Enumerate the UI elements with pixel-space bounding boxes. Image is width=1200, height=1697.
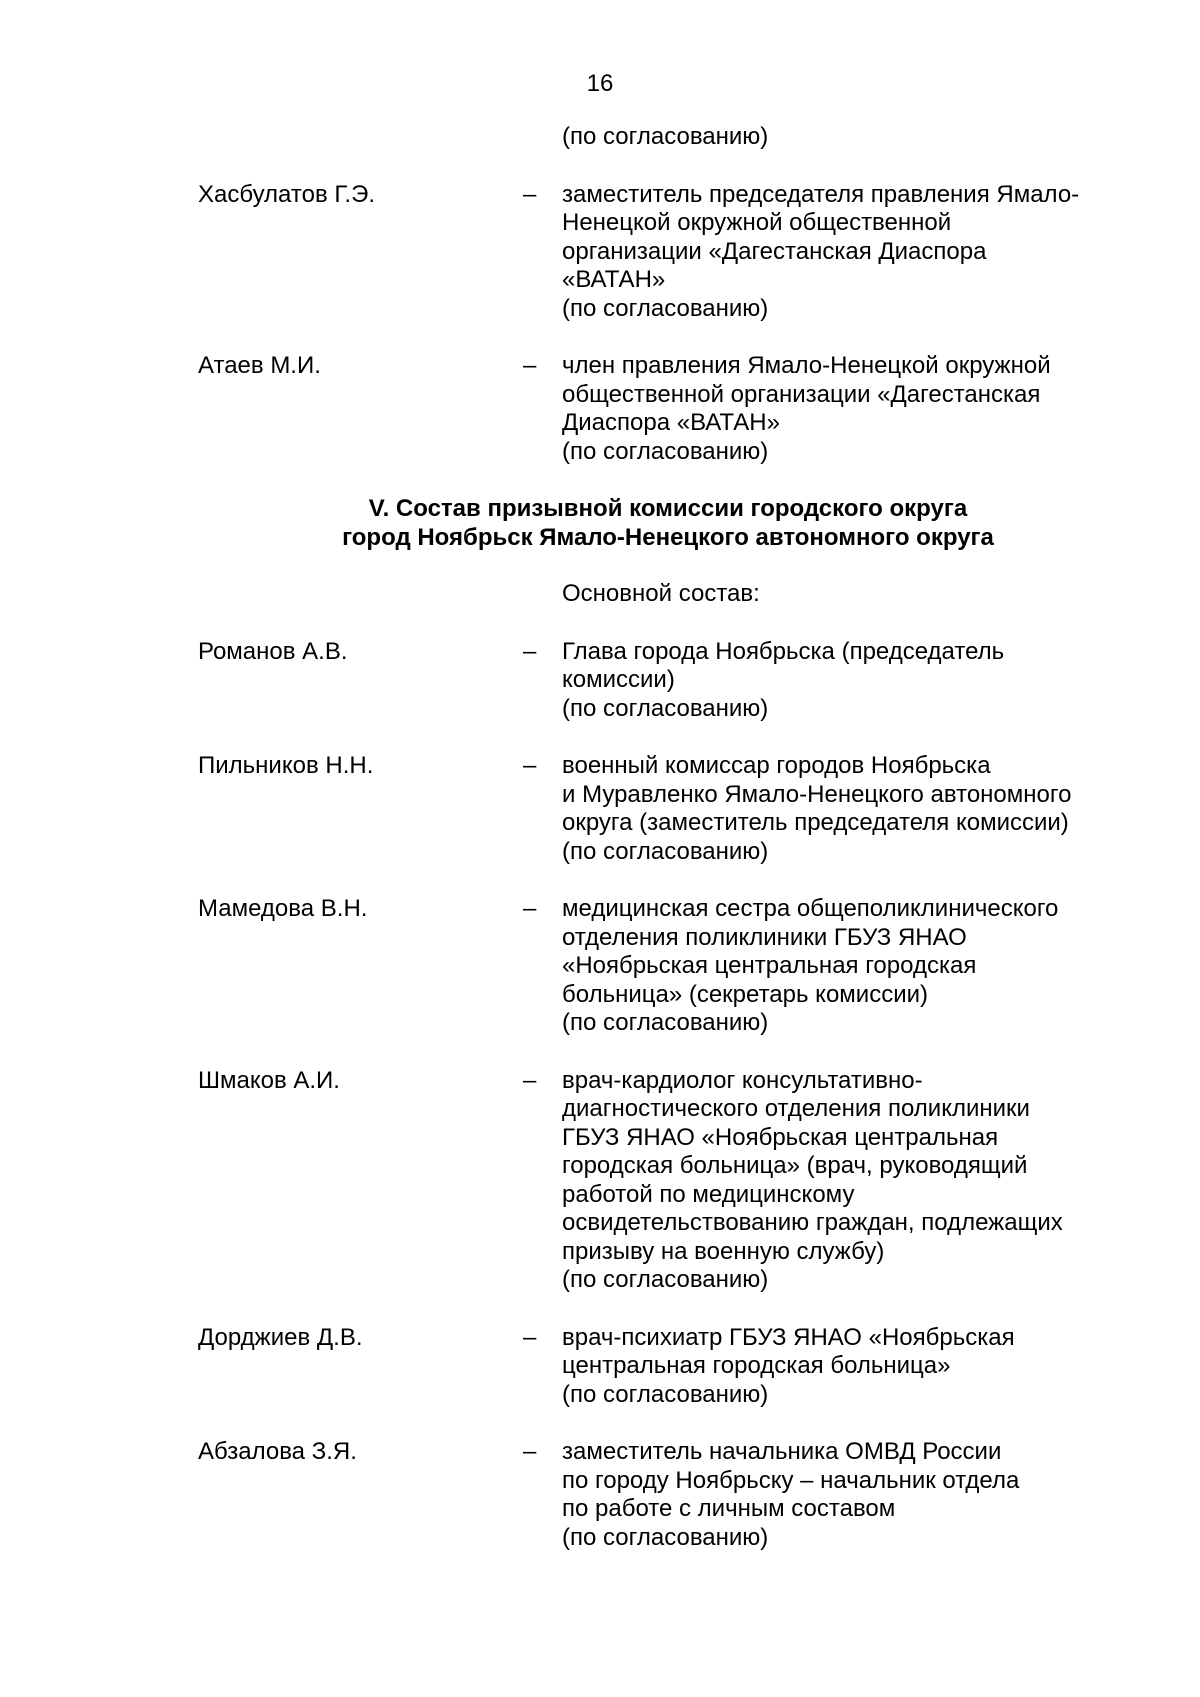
member-entry (198, 638, 1138, 724)
member-entry (198, 181, 1138, 324)
desc-line: центральная городская больница» (562, 1352, 951, 1379)
desc-line: член правления Ямало-Ненецкой окружной (562, 352, 1051, 379)
member-position (562, 752, 1138, 866)
desc-line: организации «Дагестанская Диаспора (562, 237, 987, 265)
desc-line: (по согласованию) (562, 1266, 769, 1293)
member-position (562, 895, 1138, 1038)
desc-line: (по согласованию) (562, 1523, 769, 1551)
member-position (562, 1067, 1138, 1295)
desc-line: работой по медицинскому (562, 1180, 855, 1208)
member-dash: – (523, 1438, 537, 1465)
section-subheading: Основной состав: (562, 580, 760, 607)
desc-line: (по согласованию) (562, 694, 769, 722)
member-entry (198, 752, 1138, 866)
continuation-entry (198, 123, 1138, 152)
desc-line: по работе с личным составом (562, 1495, 896, 1522)
member-position (562, 1324, 1138, 1410)
section-heading-line: город Ноябрьск Ямало-Ненецкого автономного округа (342, 523, 994, 551)
desc-line: (по согласованию) (562, 437, 769, 465)
member-entry (198, 1324, 1138, 1410)
member-name: Дорджиев Д.В. (198, 1323, 363, 1351)
desc-line: медицинская сестра общеполиклинического (562, 895, 1059, 922)
member-dash: – (523, 180, 537, 208)
member-position (562, 181, 1138, 324)
section-heading-line: V. Состав призывной комиссии городского округа (368, 495, 968, 522)
desc-line: «Ноябрьская центральная городская (562, 952, 977, 979)
member-position (562, 1438, 1138, 1552)
desc-line: военный комиссар городов Ноябрьска (562, 752, 991, 779)
desc-line: заместитель председателя правления Ямало- (562, 180, 1080, 208)
member-name: Пильников Н.Н. (198, 752, 374, 779)
page-number: 16 (586, 70, 614, 97)
desc-line: призыву на военную службу) (562, 1237, 885, 1265)
desc-line: округа (заместитель председателя комиссии) (562, 809, 1069, 836)
desc-line: Диаспора «ВАТАН» (562, 409, 780, 436)
continuation-text (562, 123, 1138, 152)
member-entry (198, 895, 1138, 1038)
desc-line: (по согласованию) (562, 837, 769, 865)
member-name: Хасбулатов Г.Э. (198, 180, 376, 208)
member-dash: – (523, 1323, 537, 1351)
member-name: Абзалова З.Я. (198, 1438, 357, 1465)
member-dash: – (523, 1066, 537, 1094)
desc-line: отделения поликлиники ГБУЗ ЯНАО (562, 923, 967, 951)
desc-line: Глава города Ноябрьска (председатель (562, 637, 1005, 665)
member-list-commission (198, 638, 1138, 1553)
desc-line: врач-психиатр ГБУЗ ЯНАО «Ноябрьская (562, 1323, 1015, 1351)
member-dash: – (523, 637, 537, 665)
member-position (562, 638, 1138, 724)
desc-line: (по согласованию) (562, 1380, 769, 1408)
desc-line: и Муравленко Ямало-Ненецкого автономного (562, 780, 1072, 808)
member-name: Атаев М.И. (198, 352, 321, 379)
member-name: Мамедова В.Н. (198, 895, 368, 922)
member-position (562, 352, 1138, 466)
member-entry (198, 1438, 1138, 1552)
desc-line: общественной организации «Дагестанская (562, 380, 1041, 408)
desc-line: (по согласованию) (562, 1009, 769, 1036)
desc-line: «ВАТАН» (562, 266, 666, 293)
member-dash: – (523, 752, 537, 779)
member-entry (198, 352, 1138, 466)
desc-line: городская больница» (врач, руководящий (562, 1152, 1028, 1179)
desc-line: врач-кардиолог консультативно- (562, 1066, 923, 1094)
desc-line: (по согласованию) (562, 123, 769, 150)
desc-line: диагностического отделения поликлиники (562, 1095, 1030, 1122)
desc-line: освидетельствованию граждан, подлежащих (562, 1209, 1063, 1236)
member-entry (198, 1067, 1138, 1295)
member-dash: – (523, 895, 537, 922)
section-heading (198, 495, 1138, 552)
desc-line: по городу Ноябрьску – начальник отдела (562, 1466, 1020, 1494)
member-dash: – (523, 352, 537, 379)
member-name: Шмаков А.И. (198, 1066, 340, 1094)
member-list-previous-section (198, 181, 1138, 467)
desc-line: ГБУЗ ЯНАО «Ноябрьская центральная (562, 1123, 999, 1151)
document-body (198, 123, 1138, 1581)
desc-line: заместитель начальника ОМВД России (562, 1438, 1002, 1465)
desc-line: Ненецкой окружной общественной (562, 209, 952, 236)
desc-line: (по согласованию) (562, 294, 769, 322)
desc-line: комиссии) (562, 666, 675, 693)
desc-line: больница» (секретарь комиссии) (562, 980, 928, 1008)
member-name: Романов А.В. (198, 637, 348, 665)
